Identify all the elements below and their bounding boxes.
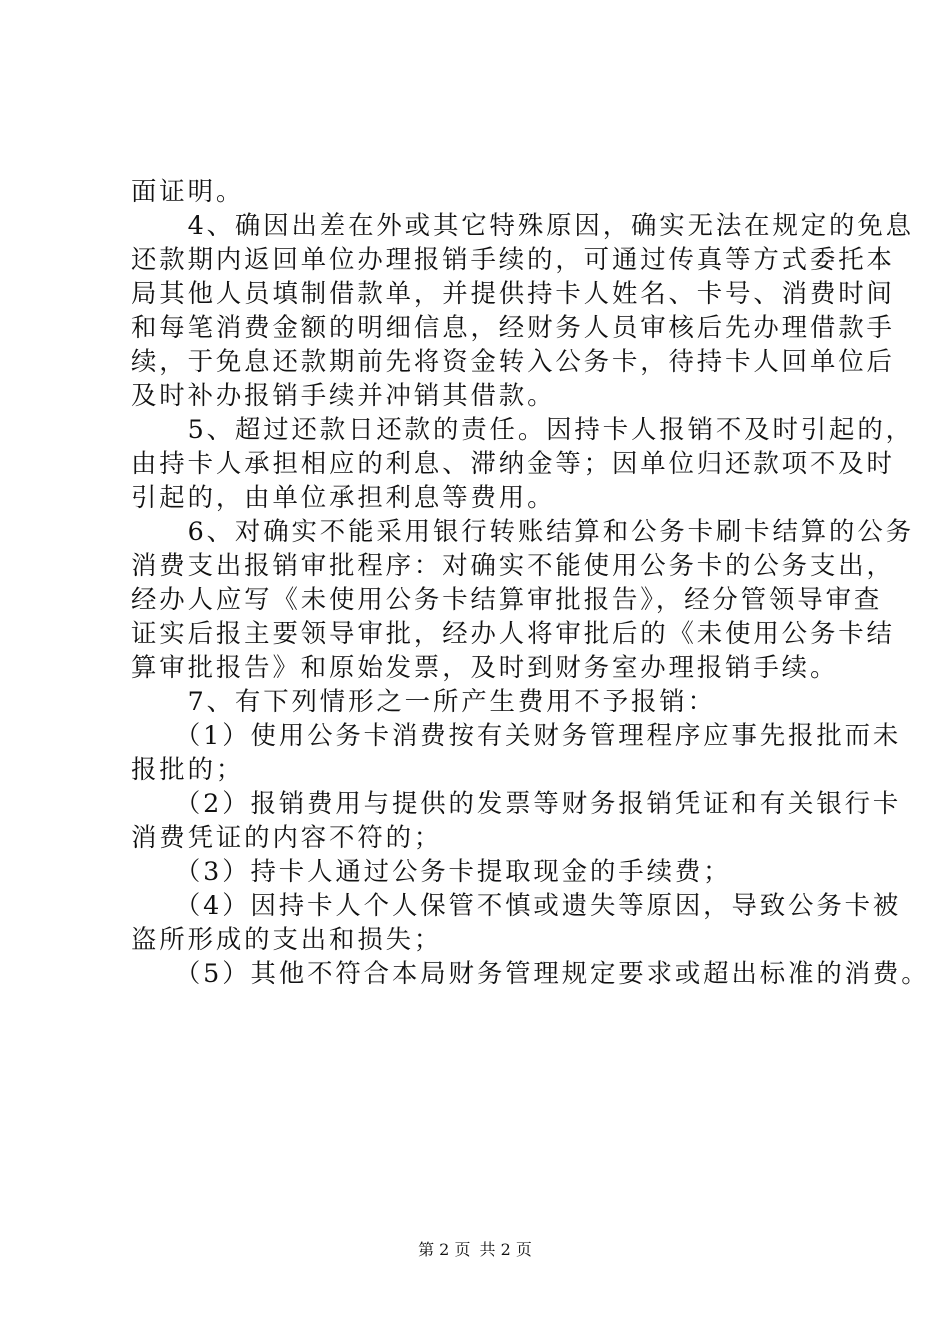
text-line: 还款期内返回单位办理报销手续的，可通过传真等方式委托本 <box>131 244 895 274</box>
text-line: （1）使用公务卡消费按有关财务管理程序应事先报批而未 <box>131 720 902 750</box>
text-line: 消费凭证的内容不符的； <box>131 822 443 852</box>
text-line: 经办人应写《未使用公务卡结算审批报告》，经分管领导审查 <box>131 584 883 614</box>
text-line: 续，于免息还款期前先将资金转入公务卡，待持卡人回单位后 <box>131 346 895 376</box>
text-line: 局其他人员填制借款单，并提供持卡人姓名、卡号、消费时间 <box>131 278 895 308</box>
text-line: 报批的； <box>131 754 245 784</box>
page-total: 共 2 页 <box>479 1240 532 1259</box>
text-line: 面证明。 <box>131 176 245 206</box>
page-number: 第 2 页 <box>418 1240 471 1259</box>
text-line: 6、对确实不能采用银行转账结算和公务卡刷卡结算的公务 <box>131 516 914 546</box>
text-line: 消费支出报销审批程序：对确实不能使用公务卡的公务支出， <box>131 550 895 580</box>
text-line: 7、有下列情形之一所产生费用不予报销： <box>131 686 716 716</box>
text-line: 由持卡人承担相应的利息、滞纳金等；因单位归还款项不及时 <box>131 448 895 478</box>
text-line: 证实后报主要领导审批，经办人将审批后的《未使用公务卡结 <box>131 618 895 648</box>
text-line: 算审批报告》和原始发票，及时到财务室办理报销手续。 <box>131 652 839 682</box>
text-line: （4）因持卡人个人保管不慎或遗失等原因，导致公务卡被 <box>131 890 902 920</box>
text-line: 及时补办报销手续并冲销其借款。 <box>131 380 556 410</box>
page-footer <box>0 1240 950 1260</box>
text-line: （2）报销费用与提供的发票等财务报销凭证和有关银行卡 <box>131 788 902 818</box>
text-line: 引起的，由单位承担利息等费用。 <box>131 482 556 512</box>
text-line: 4、确因出差在外或其它特殊原因，确实无法在规定的免息 <box>131 210 914 240</box>
text-line: （5）其他不符合本局财务管理规定要求或超出标准的消费。 <box>131 958 930 988</box>
text-line: （3）持卡人通过公务卡提取现金的手续费； <box>131 856 732 886</box>
text-line: 和每笔消费金额的明细信息，经财务人员审核后先办理借款手 <box>131 312 895 342</box>
text-line: 5、超过还款日还款的责任。因持卡人报销不及时引起的， <box>131 414 914 444</box>
text-line: 盗所形成的支出和损失； <box>131 924 443 954</box>
